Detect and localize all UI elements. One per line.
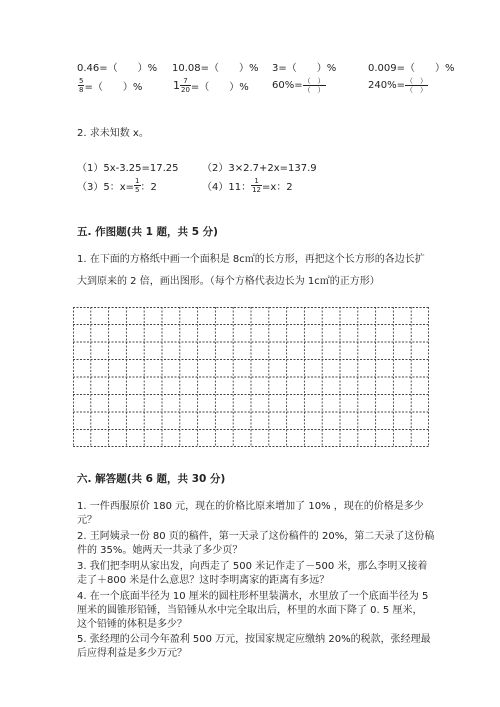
fraction: $\frac{1}{5}$ <box>135 177 140 194</box>
section-5-heading: 五. 作图题(共 1 题，共 5 分) <box>77 226 218 238</box>
problem-line: 这个铅锤的体积是多少？ <box>77 619 187 630</box>
problem-line: 3. 我们把李明从家出发，向西走了 500 米记作走了－500 米，那么李明又接着 <box>77 561 428 572</box>
section-5-line-1: 1. 在下面的方格纸中画一个面积是 8c㎡的长方形，再把这个长方形的各边长扩 <box>77 254 425 265</box>
problem-line: 2. 王阿姨录一份 80 页的稿件，第一天录了这份稿件的 20%，第二天录了这份稿 <box>77 531 435 542</box>
conversion-5: $\frac{5}{8}$ =（ ）% <box>79 77 143 94</box>
problem-line: 件的 35%。她两天一共录了多少页？ <box>77 545 243 556</box>
problem-line: 5. 张经理的公司今年盈利 500 万元，按国家规定应缴纳 20%的税款，张经理最 <box>77 634 431 645</box>
fraction: $\frac{( )}{( )}$ <box>405 77 427 94</box>
fraction: $\frac{1}{12}$ <box>252 177 262 194</box>
equation-4: （4）11： $\frac{1}{12}$ =x：2 <box>202 177 293 194</box>
conversion-8: 240%= $\frac{( )}{( )}$ <box>368 77 427 94</box>
equation-3: （3）5：x= $\frac{1}{5}$ ：2 <box>77 177 157 194</box>
conversion-4: 0.009=（ ）% <box>368 63 455 74</box>
section-5-line-2: 大到原来的 2 倍，画出图形。（每个方格代表边长为 1c㎡的正方形） <box>77 276 380 287</box>
conversion-1: 0.46=（ ）% <box>77 63 158 74</box>
fraction: $\frac{( )}{( )}$ <box>303 77 325 94</box>
solve-title: 2. 求未知数 x。 <box>77 128 149 139</box>
conversion-7: 60%= $\frac{( )}{( )}$ <box>272 77 325 94</box>
equation-2: （2）3×2.7+2x=137.9 <box>202 163 317 174</box>
fraction: $\frac{7}{20}$ <box>181 77 190 94</box>
conversion-3: 3=（ ）% <box>272 63 337 74</box>
problem-line: 厘米的圆锥形铅锤，当铅锤从水中完全取出后，杯里的水面下降了 0. 5 厘米， <box>77 605 423 616</box>
conversion-2: 10.08=（ ）% <box>172 63 259 74</box>
grid-paper[interactable] <box>73 307 429 450</box>
section-6-heading: 六. 解答题(共 6 题，共 30 分) <box>77 473 226 485</box>
conversion-6: 1 $\frac{7}{20}$ =（ ）% <box>173 77 249 94</box>
fraction: $\frac{5}{8}$ <box>79 77 84 94</box>
problem-line: 4. 在一个底面半径为 10 厘米的圆柱形杯里装满水，水里放了一个底面半径为 5 <box>77 591 429 602</box>
problem-line: 走了＋800 米是什么意思？这时李明离家的距离有多远？ <box>77 575 330 586</box>
problem-line: 元？ <box>77 515 97 526</box>
problem-line: 1. 一件西服原价 180 元，现在的价格比原来增加了 10% ，现在的价格是多少 <box>77 501 424 512</box>
grid-svg[interactable] <box>73 307 429 447</box>
equation-1: （1）5x-3.25=17.25 <box>77 163 179 174</box>
problem-line: 后应得利益是多少万元？ <box>77 648 187 659</box>
